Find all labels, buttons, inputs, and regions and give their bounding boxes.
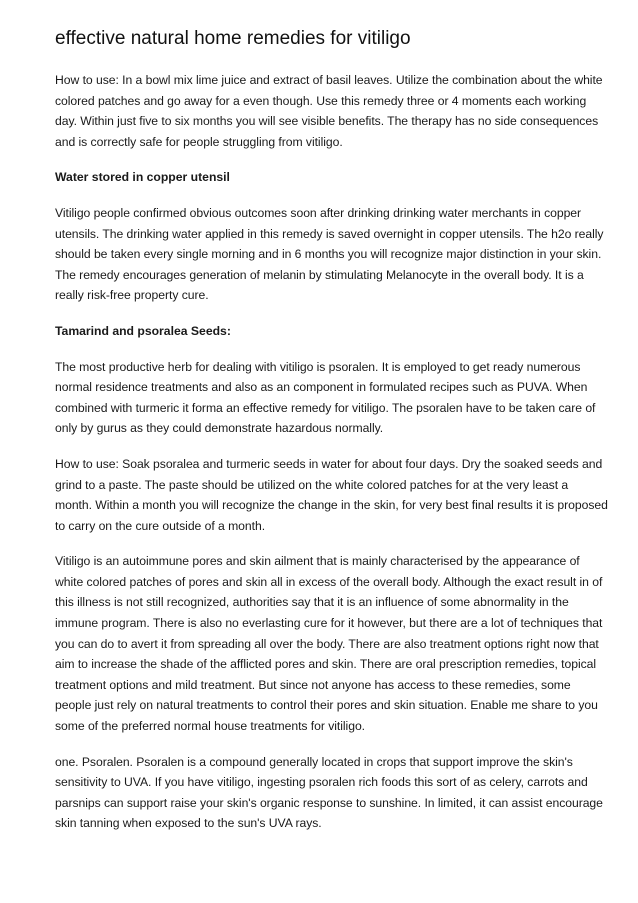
paragraph-psoralen-herb: The most productive herb for dealing with vitiligo is psoralen. It is employed to get ready numerous normal residence treatments and also as an component in formulated recipes such as PUVA. When combined with turmeric it forma an effective remedy for vitiligo. The psoralen have to be taken care of only by gurus as they could demonstrate hazardous normally. [55, 359, 596, 436]
paragraph-copper-water: Vitiligo people confirmed obvious outcomes soon after drinking drinking water merchants in copper utensils. The drinking water applied in this remedy is saved overnight in copper utensils. The h2o really should be taken every single morning and in 6 months you will recognize major distinction in your skin. The remedy encourages generation of melanin by stimulating Melanocyte in the overall body. It is a really risk-free property cure. [55, 205, 604, 303]
paragraph-how-to-use-psoralea: How to use: Soak psoralea and turmeric seeds in water for about four days. Dry the soaked seeds and grind to a paste. The paste should be utilized on the white colored patches for at the very least a month. Within a month you will recognize the change in the skin, for very best final results it is proposed to carry on the cure outside of a month. [55, 456, 608, 533]
section-heading-tamarind: Tamarind and psoralea Seeds: [55, 323, 231, 338]
paragraph-psoralen-foods: one. Psoralen. Psoralen is a compound generally located in crops that support improve the skin's sensitivity to UVA. If you have vitiligo, ingesting psoralen rich foods this sort of as celery, carrots and parsnips can support raise your skin's organic response to sunshine. In limited, it can assist encourage skin tanning when exposed to the sun's UVA rays. [55, 754, 603, 831]
paragraph-lime-basil: How to use: In a bowl mix lime juice and extract of basil leaves. Utilize the combination about the white colored patches and go away for a even though. Use this remedy three or 4 moments each working day. Within just five to six months you will see visible benefits. The therapy has no side consequences and is correctly safe for people struggling from vitiligo. [55, 73, 603, 149]
section-heading-copper: Water stored in copper utensil [55, 170, 230, 185]
paragraph-vitiligo-overview: Vitiligo is an autoimmune pores and skin ailment that is mainly characterised by the appearance of white colored patches of pores and skin all in excess of the overall body. Although the exact result in of this illness is not still recognized, authorities say that it is an influence of some abnormality in the immune program. There is also no everlasting cure for it however, but there are a lot of techniques that you can do to avert it from spreading all over the body. There are also treatment options right now that aim to increase the shade of the afflicted pores and skin. There are oral prescription remedies, topical treatment options and mild treatment. But since not anyone has access to these remedies, some people just rely on natural treatments to control their pores and skin situation. Enable me share to you some of the preferred normal house treatments for vitiligo. [55, 554, 603, 734]
document-title: effective natural home remedies for vitiligo [55, 28, 411, 49]
